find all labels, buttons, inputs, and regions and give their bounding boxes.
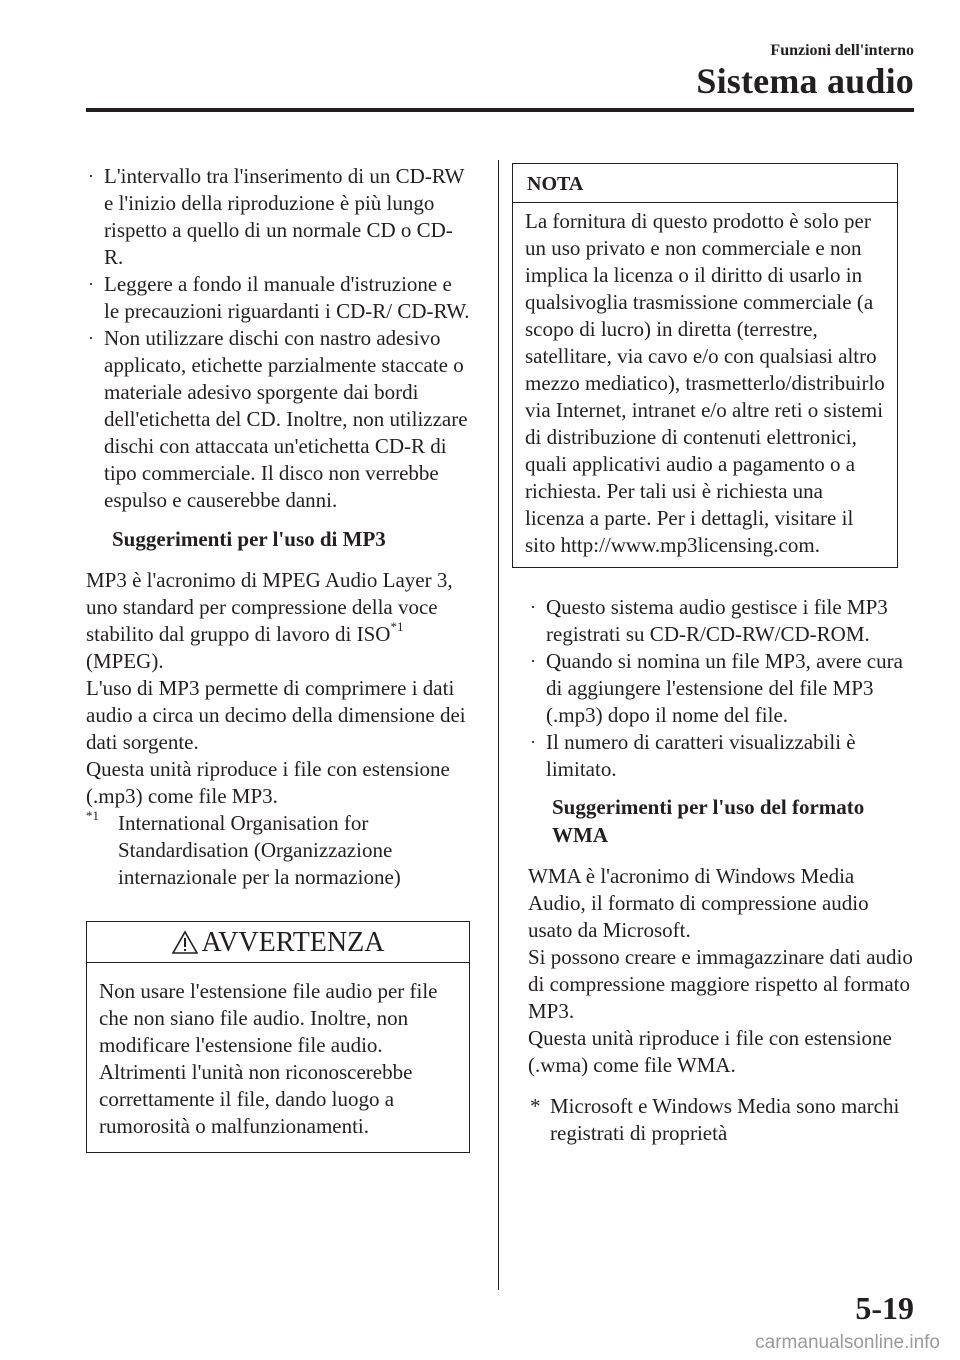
footnote-text: International Organisation for [118, 811, 369, 835]
footnote [86, 810, 472, 837]
column-divider [498, 160, 499, 1290]
warning-header [87, 922, 469, 963]
note-text: La fornitura di questo prodotto è solo per un uso privato e non commerciale e non implica la licenza o il diritto di usarlo in qualsivoglia trasmissione commerciale (a scopo di lucro) in diretta (terrestre, satellitare, via cavo e/o con qualsiasi altro mezzo mediatico), trasmetterlo/distribuirlo via Internet, intranet e/o altre reti o sistemi di distribuzione di contenuti elettronici, quali applicativi audio a pagamento o a richiesta. Per tali usi è richiesta una licenza a parte. Per i dettagli, visitare il sito http://www.mp3licensing.com. [525, 209, 885, 557]
mp3-text-end: (MPEG). [86, 649, 164, 673]
mp3-paragraph: L'uso di MP3 permette di comprimere i dati audio a circa un decimo della dimensione dei dati sorgente. [86, 676, 466, 754]
mp3-paragraph: Questa unità riproduce i file con estensione (.mp3) come file MP3. [86, 757, 450, 808]
bullet-dot: · [530, 732, 536, 752]
bullet-dot: · [88, 166, 94, 186]
right-column [525, 163, 914, 1147]
page-title: Sistema audio [696, 61, 914, 101]
bullet-text: Non utilizzare dischi con nastro adesivo applicato, etichette parzialmente staccate o materiale adesivo sporgente dai bordi dell'etichetta del CD. Inoltre, non utilizzare dischi con attaccata un'etichetta CD-R di tipo commerciale. Il disco non verrebbe espulso e causerebbe danni. [104, 326, 468, 512]
warning-box [86, 921, 470, 1153]
bullet-dot: · [530, 597, 536, 617]
wma-paragraph: Si possono creare e immagazzinare dati audio di compressione maggiore rispetto al formato MP3. [528, 945, 913, 1023]
header-rule [86, 108, 914, 112]
mp3-heading: Suggerimenti per l'uso di MP3 [112, 527, 386, 551]
bullet-text: Questo sistema audio gestisce i file MP3 registrati su CD-R/CD-RW/CD-ROM. [546, 595, 888, 646]
bullet-item [528, 648, 914, 729]
bullet-dot: · [530, 651, 536, 671]
warning-text: Non usare l'estensione file audio per file che non siano file audio. Inoltre, non modificare l'estensione file audio. Altrimenti l'unità non riconoscerebbe correttamente il file, dando luogo a rumorosità o malfunzionamenti. [99, 979, 438, 1138]
footnote-continuation: Standardisation (Organizzazione internazionale per la normazione) [118, 838, 401, 889]
watermark: carmanualsonline.info [755, 1332, 940, 1353]
wma-heading: Suggerimenti per l'uso del formato WMA [552, 795, 865, 847]
warning-title: AVVERTENZA [201, 927, 385, 958]
header-section-label: Funzioni dell'interno [770, 42, 914, 59]
bullet-text: Il numero di caratteri visualizzabili è limitato. [546, 730, 856, 781]
wma-paragraph: WMA è l'acronimo di Windows Media Audio, il formato di compressione audio usato da Microsoft. [528, 864, 869, 942]
wma-paragraph: Questa unità riproduce i file con estensione (.wma) come file WMA. [528, 1026, 892, 1077]
bullet-dot: · [88, 274, 94, 294]
footnote-mark: *1 [86, 808, 99, 823]
bullet-text: L'intervallo tra l'inserimento di un CD-RW e l'inizio della riproduzione è più lungo rispetto a quello di un normale CD o CD-R. [104, 164, 465, 269]
warning-triangle-icon [172, 930, 198, 954]
note-box [512, 163, 898, 568]
bullet-text: Quando si nomina un file MP3, avere cura di aggiungere l'estensione del file MP3 (.mp3) dopo il nome del file. [546, 649, 903, 727]
page-number: 5-19 [855, 1290, 914, 1326]
left-column [86, 163, 472, 1153]
trademark-text: Microsoft e Windows Media sono marchi registrati di proprietà [550, 1094, 900, 1145]
bullet-item [86, 271, 472, 325]
bullet-dot: · [88, 328, 94, 348]
note-title: NOTA [513, 164, 897, 203]
bullet-item [528, 729, 914, 783]
bullet-item [86, 325, 472, 514]
trademark-note [528, 1093, 914, 1147]
mp3-paragraph [86, 567, 472, 675]
bullet-text: Leggere a fondo il manuale d'istruzione e le precauzioni riguardanti i CD-R/ CD-RW. [104, 272, 470, 323]
footnote-ref: *1 [390, 619, 404, 634]
bullet-item [86, 163, 472, 271]
bullet-item [528, 594, 914, 648]
asterisk-mark: * [530, 1094, 541, 1118]
right-bullet-list [528, 594, 914, 783]
mp3-text: MP3 è l'acronimo di MPEG Audio Layer 3, uno standard per compressione della voce stabilito dal gruppo di lavoro di ISO [86, 568, 453, 646]
